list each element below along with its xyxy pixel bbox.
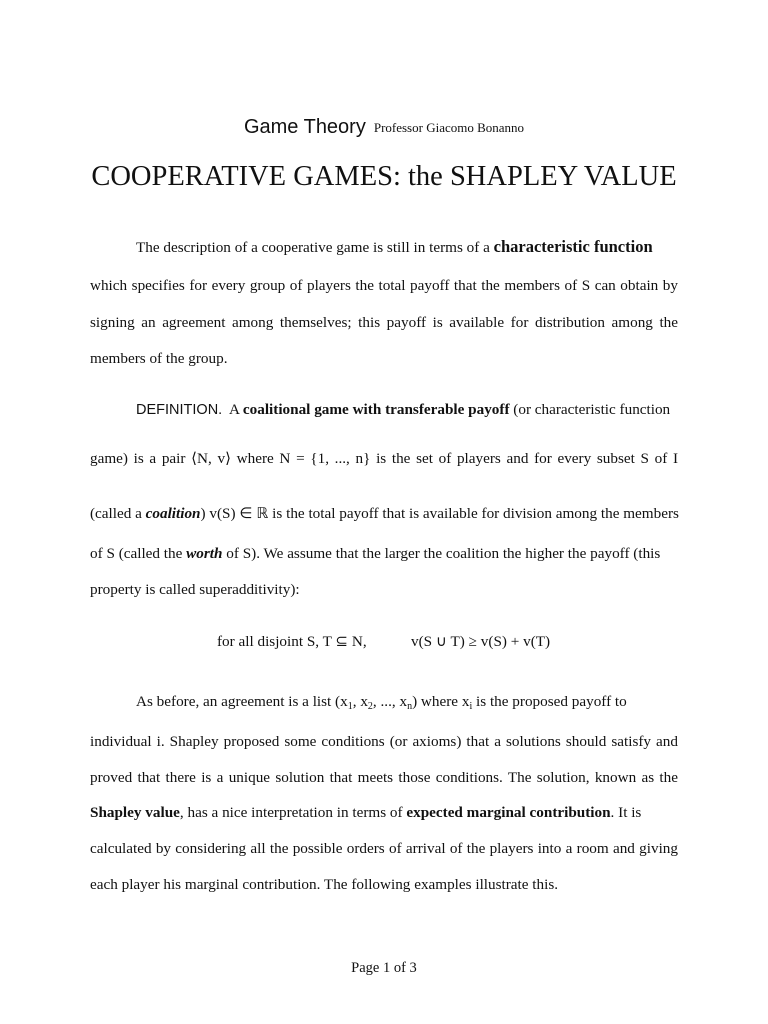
superadditivity-formula [217,632,551,651]
subscript: i [469,701,473,712]
definition-line-1 [136,400,678,420]
term-worth: worth [186,545,223,562]
definition-label: DEFINITION. [136,402,223,418]
definition-text: (or characteristic function [513,401,671,418]
term-expected-marginal-contribution: expected marginal contribution [406,804,611,821]
definition-line-2: game) is a pair ⟨N, v⟩ where N = {1, ..., n} is the set of players and for every subset S of I [90,450,678,467]
intro-line-2: which specifies for every group of players the total payoff that the members of S can obtain by [90,277,678,294]
formula-condition: for all disjoint S, T ⊆ N, [217,633,367,650]
formula-inequality: v(S ∪ T) ≥ v(S) + v(T) [411,633,551,650]
definition-text: (called a [90,505,142,522]
agreement-line-3: proved that there is a unique solution that meets those conditions. The solution, known as the [90,769,678,786]
intro-line-3: signing an agreement among themselves; this payoff is available for distribution among the [90,314,678,331]
course-name: Game Theory [243,116,366,138]
agreement-text: , ..., x [372,693,408,710]
agreement-text: . It is [610,804,642,821]
agreement-line-2: individual i. Shapley proposed some conditions (or axioms) that a solutions should satisfy and [90,733,678,750]
agreement-line-4 [90,803,678,823]
agreement-text: As before, an agreement is a list (x [136,693,348,710]
term-coalitional-game: coalitional game with transferable payoff [242,401,510,418]
intro-line-1 [136,237,678,258]
definition-text: of S). We assume that the larger the coalition the higher the payoff (this [226,545,661,562]
term-coalition: coalition [145,505,201,522]
agreement-text: , has a nice interpretation in terms of [179,804,403,821]
definition-text: ) v(S) ∈ ℝ is the total payoff that is available for division among the members [200,505,679,522]
intro-line-4: members of the group. [90,350,228,367]
agreement-line-5: calculated by considering all the possible orders of arrival of the players into a room and giving [90,840,678,857]
definition-article: A [228,401,240,418]
definition-line-4 [90,544,678,564]
agreement-text: ) where x [412,693,470,710]
agreement-text: is the proposed payoff to [472,693,627,710]
author-name: Professor Giacomo Bonanno [373,120,525,135]
page-header [0,116,768,139]
term-shapley-value: Shapley value [90,804,180,821]
definition-line-5: property is called superadditivity): [90,581,300,598]
term-characteristic-function: characteristic function [493,237,653,256]
definition-line-3 [90,504,678,524]
agreement-line-6: each player his marginal contribution. The following examples illustrate this. [90,876,559,893]
agreement-line-1 [136,692,678,712]
definition-text: of S (called the [90,545,183,562]
subscript: n [407,701,413,712]
intro-text: The description of a cooperative game is still in terms of a [136,239,490,256]
page-number: Page 1 of 3 [351,960,417,976]
subscript: 2 [367,701,373,712]
agreement-text: , x [352,693,368,710]
document-title: COOPERATIVE GAMES: the SHAPLEY VALUE [91,161,677,192]
subscript: 1 [347,701,353,712]
